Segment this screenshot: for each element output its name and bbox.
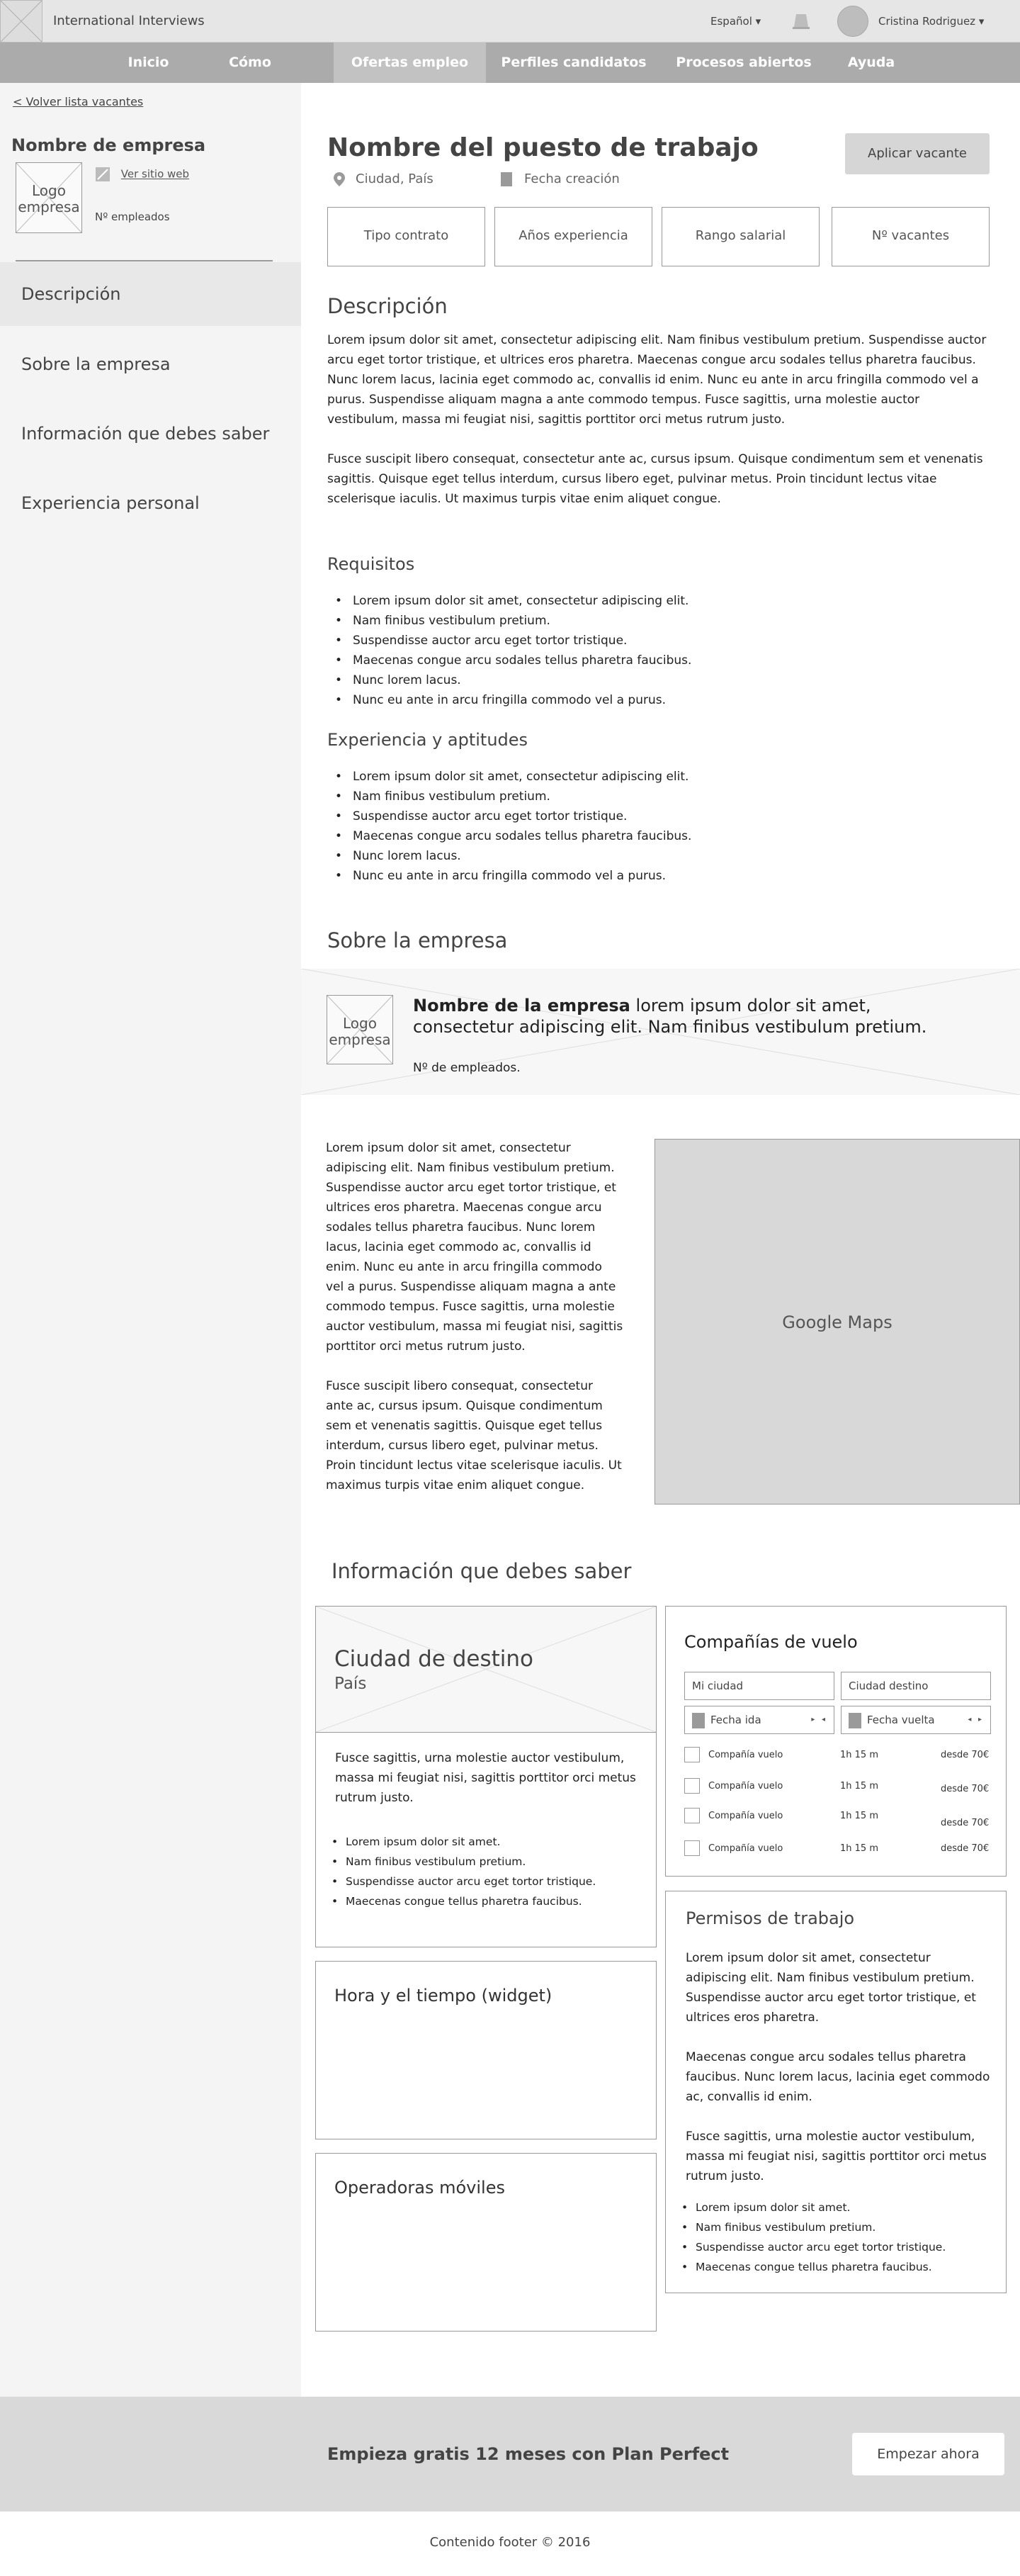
- info-box-contract: Tipo contrato: [327, 207, 485, 266]
- banner-tagline: [413, 995, 965, 1037]
- date-arrows-icon[interactable]: ◂ ▸: [968, 1716, 982, 1723]
- city-description: Fusce sagittis, urna molestie auctor vestibulum, massa mi feugiat nisi, sagittis porttitor orci metus rutrum justo.: [335, 1751, 636, 1805]
- google-maps-embed[interactable]: Google Maps: [654, 1139, 1020, 1504]
- notifications-bell-icon[interactable]: [790, 11, 812, 32]
- nav-procesos-abiertos[interactable]: Procesos abiertos: [676, 55, 812, 70]
- sidebar-company-name: Nombre de empresa: [11, 135, 206, 155]
- requirements-heading: Requisitos: [327, 554, 415, 574]
- info-box-vacancies: Nº vacantes: [832, 207, 990, 266]
- job-title: Nombre del puesto de trabajo: [327, 133, 759, 162]
- mobile-title: Operadoras móviles: [334, 2178, 505, 2198]
- language-selector[interactable]: Español ▾: [710, 15, 761, 28]
- list-item: • Lorem ipsum dolor sit amet, consectetur adipiscing elit.: [327, 767, 993, 787]
- permits-para-3: Fusce sagittis, urna molestie auctor vestibulum, massa mi feugiat nisi, sagittis porttitor orci metus rutrum justo.: [686, 2130, 987, 2183]
- sidebar-item-descripcion[interactable]: Descripción: [0, 262, 301, 326]
- list-item: • Suspendisse auctor arcu eget tortor tristique.: [327, 631, 993, 651]
- sidebar-divider: [16, 260, 273, 261]
- permits-para-2: Maecenas congue arcu sodales tellus pharetra faucibus. Nunc lorem lacus, lacinia eget commodo ac, convallis id enim.: [686, 2050, 990, 2104]
- website-link-label[interactable]: Ver sitio web: [120, 167, 190, 181]
- destination-city-input[interactable]: Ciudad destino: [841, 1672, 991, 1700]
- list-item: • Lorem ipsum dolor sit amet.: [326, 1832, 645, 1852]
- flight-duration: 1h 15 m: [840, 1843, 878, 1854]
- top-bar: [0, 0, 1020, 43]
- sidebar-company-logo: [16, 162, 82, 233]
- about-para-1: Lorem ipsum dolor sit amet, consectetur adipiscing elit. Nam finibus vestibulum pretium. Suspendisse auctor arcu eget tortor tristique, et ultrices eros pharetra. Maecenas congue arcu sodales tellus pharetra faucibus. Nunc lorem lacus, lacinia eget commodo ac, convallis id enim. Nunc eu ante in arcu fringilla commodo vel a purus. Suspendisse aliquam magna a ante commodo tempus. Fusce sagittis, urna molestie auctor vestibulum, massa mi feugiat nisi, sagittis porttitor orci metus rutrum justo.: [326, 1141, 623, 1354]
- flight-company: Compañía vuelo: [708, 1750, 783, 1760]
- company-banner: [301, 969, 1020, 1095]
- flight-price: desde 70€: [941, 1843, 990, 1854]
- list-item: • Lorem ipsum dolor sit amet.: [676, 2198, 1002, 2217]
- job-date: [500, 171, 620, 187]
- list-item: • Suspendisse auctor arcu eget tortor tristique.: [676, 2237, 1002, 2257]
- experience-heading: Experiencia y aptitudes: [327, 730, 528, 750]
- list-item: • Maecenas congue tellus pharetra faucibus.: [326, 1891, 645, 1911]
- list-item: • Nam finibus vestibulum pretium.: [327, 611, 993, 631]
- description-para-1: Lorem ipsum dolor sit amet, consectetur adipiscing elit. Nam finibus vestibulum pretium. Suspendisse auctor arcu eget tortor tristique, et ultrices eros pharetra. Maecenas congue arcu sodales tellus pharetra faucibus. Nunc lorem lacus, lacinia eget commodo ac, convallis id enim. Nunc eu ante in arcu fringilla commodo vel a purus. Suspendisse aliquam magna a ante commodo tempus. Fusce sagittis, urna molestie auctor vestibulum, massa mi feugiat nisi, sagittis porttitor orci metus rutrum justo.: [327, 333, 987, 427]
- destination-city-card: [315, 1606, 657, 1947]
- list-item: • Nam finibus vestibulum pretium.: [676, 2217, 1002, 2237]
- nav-inicio[interactable]: Inicio: [128, 55, 169, 70]
- start-now-button[interactable]: Empezar ahora: [852, 2433, 1004, 2475]
- app-name: International Interviews: [53, 13, 205, 28]
- country-name: País: [334, 1675, 367, 1693]
- origin-city-input[interactable]: Mi ciudad: [684, 1672, 834, 1700]
- info-box-experience: Años experiencia: [494, 207, 652, 266]
- list-item: • Suspendisse auctor arcu eget tortor tristique.: [327, 806, 993, 826]
- job-date-text: Fecha creación: [524, 171, 620, 186]
- weather-widget: [315, 1961, 657, 2139]
- main-nav: [0, 43, 1020, 83]
- external-image-icon: [95, 167, 110, 182]
- banner-employees: Nº de empleados.: [413, 1061, 521, 1075]
- permits-title: Permisos de trabajo: [686, 1908, 855, 1928]
- return-date-label: Fecha vuelta: [867, 1714, 935, 1726]
- list-item: • Lorem ipsum dolor sit amet, consectetur adipiscing elit.: [327, 591, 993, 611]
- banner-tagline-text: lorem ipsum dolor sit amet, consectetur adipiscing elit. Nam finibus vestibulum pretium.: [413, 996, 927, 1037]
- permits-para-1: Lorem ipsum dolor sit amet, consectetur adipiscing elit. Nam finibus vestibulum pretium. Suspendisse auctor arcu eget tortor tristique, et ultrices eros pharetra.: [686, 1951, 976, 2025]
- flight-company: Compañía vuelo: [708, 1843, 783, 1854]
- mobile-operators-card: [315, 2153, 657, 2332]
- flight-price: desde 70€: [941, 1750, 990, 1760]
- calendar-icon: [849, 1713, 861, 1728]
- date-arrows-icon[interactable]: ▸ ◂: [811, 1716, 825, 1723]
- user-menu[interactable]: Cristina Rodriguez ▾: [878, 15, 985, 28]
- info-heading: Información que debes saber: [332, 1559, 632, 1583]
- nav-perfiles-candidatos[interactable]: Perfiles candidatos: [501, 55, 647, 70]
- requirements-list: [327, 591, 993, 710]
- nav-como-funciona[interactable]: Cómo: [229, 55, 271, 70]
- job-location: [333, 171, 434, 187]
- flight-duration: 1h 15 m: [840, 1781, 878, 1792]
- description-para-2: Fusce suscipit libero consequat, consectetur ante ac, cursus ipsum. Quisque condimentum sem et venenatis sagittis. Quisque eget tellus interdum, cursus libero eget, pulvinar metus. Proin tincidunt lectus vitae scelerisque iaculis. Ut maximus turpis vitae enim aliquet congue.: [327, 452, 983, 506]
- about-para-2: Fusce suscipit libero consequat, consectetur ante ac, cursus ipsum. Quisque condimentum sem et venenatis sagittis. Quisque eget tellus interdum, cursus libero eget, pulvinar metus. Proin tincidunt lectus vitae scelerisque iaculis. Ut maximus turpis vitae enim aliquet congue.: [326, 1379, 622, 1492]
- cta-text: Empieza gratis 12 meses con Plan Perfect: [327, 2444, 730, 2464]
- back-to-vacancies-link[interactable]: < Volver lista vacantes: [13, 95, 144, 108]
- flights-card: [665, 1606, 1007, 1877]
- return-date-picker[interactable]: [841, 1706, 991, 1734]
- list-item: • Nunc lorem lacus.: [327, 670, 993, 690]
- apply-button[interactable]: Aplicar vacante: [845, 133, 990, 174]
- about-heading: Sobre la empresa: [327, 928, 508, 952]
- calendar-icon: [692, 1713, 705, 1728]
- flight-duration: 1h 15 m: [840, 1811, 878, 1821]
- location-pin-icon: [333, 171, 346, 187]
- airline-logo-icon: [684, 1747, 700, 1762]
- city-image: [316, 1607, 656, 1733]
- airline-logo-icon: [684, 1778, 700, 1794]
- flight-price: desde 70€: [941, 1784, 990, 1794]
- list-item: • Nam finibus vestibulum pretium.: [326, 1852, 645, 1872]
- flight-company: Compañía vuelo: [708, 1781, 783, 1792]
- city-list: [326, 1832, 645, 1911]
- flight-price: desde 70€: [941, 1818, 990, 1828]
- logo-label: Logo empresa: [18, 182, 80, 215]
- flight-duration: 1h 15 m: [840, 1750, 878, 1760]
- cta-band: [0, 2397, 1020, 2512]
- sidebar-item-informacion[interactable]: Información que debes saber: [21, 424, 270, 444]
- sidebar-employees: Nº empleados: [95, 210, 170, 223]
- work-permits-card: [665, 1891, 1007, 2293]
- nav-ofertas-empleo[interactable]: Ofertas empleo: [334, 43, 486, 83]
- app-logo[interactable]: [0, 0, 42, 43]
- airline-logo-icon: [684, 1808, 700, 1823]
- departure-date-picker[interactable]: [684, 1706, 834, 1734]
- list-item: • Maecenas congue arcu sodales tellus pharetra faucibus.: [327, 651, 993, 670]
- flight-company: Compañía vuelo: [708, 1811, 783, 1821]
- experience-list: [327, 767, 993, 886]
- website-link[interactable]: [95, 167, 189, 182]
- list-item: • Suspendisse auctor arcu eget tortor tristique.: [326, 1872, 645, 1891]
- sidebar-item-sobre-empresa[interactable]: Sobre la empresa: [21, 354, 171, 374]
- airline-logo-icon: [684, 1840, 700, 1856]
- user-avatar[interactable]: [837, 6, 868, 37]
- info-box-salary: Rango salarial: [662, 207, 820, 266]
- list-item: • Maecenas congue tellus pharetra faucibus.: [676, 2257, 1002, 2277]
- sidebar: [0, 83, 301, 2397]
- list-item: • Maecenas congue arcu sodales tellus pharetra faucibus.: [327, 826, 993, 846]
- list-item: • Nunc lorem lacus.: [327, 846, 993, 866]
- sidebar-item-experiencia[interactable]: Experiencia personal: [21, 493, 200, 513]
- flights-title: Compañías de vuelo: [684, 1632, 858, 1652]
- list-item: • Nunc eu ante in arcu fringilla commodo vel a purus.: [327, 866, 993, 886]
- city-name: Ciudad de destino: [334, 1646, 533, 1672]
- banner-company-logo: [327, 995, 393, 1064]
- list-item: • Nam finibus vestibulum pretium.: [327, 787, 993, 806]
- description-heading: Descripción: [327, 294, 448, 318]
- departure-date-label: Fecha ida: [710, 1714, 761, 1726]
- job-location-text: Ciudad, País: [356, 171, 434, 186]
- weather-title: Hora y el tiempo (widget): [334, 1986, 552, 2006]
- logo-label: Logo empresa: [329, 1015, 391, 1048]
- permits-list: [676, 2198, 1002, 2277]
- banner-company-name: Nombre de la empresa: [413, 996, 630, 1016]
- footer: Contenido footer © 2016: [429, 2535, 591, 2550]
- calendar-icon: [500, 171, 513, 187]
- list-item: • Nunc eu ante in arcu fringilla commodo vel a purus.: [327, 690, 993, 710]
- nav-ayuda[interactable]: Ayuda: [847, 55, 895, 70]
